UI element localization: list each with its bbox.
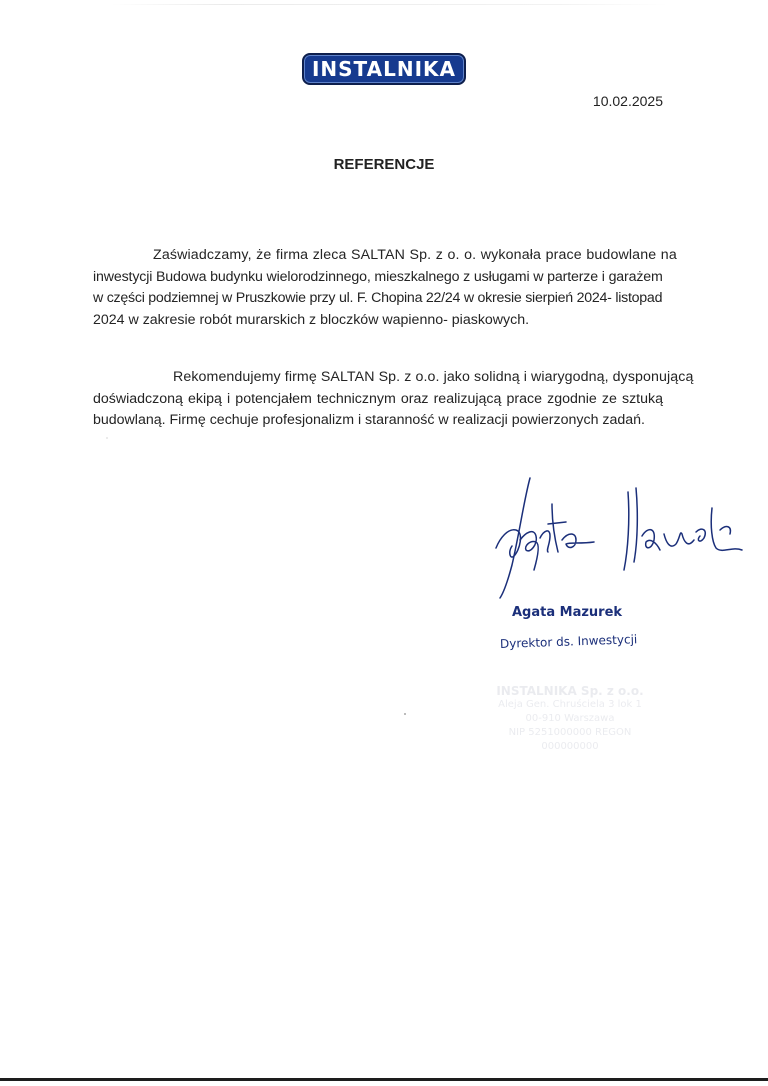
paragraph-2-line: doświadczoną ekipą i potencjałem technicznym oraz realizującą prace zgodnie ze sztuką bbox=[93, 390, 663, 407]
paragraph-2-line: budowlaną. Firmę cechuje profesjonalizm i staranność w realizacji powierzonych zadań. bbox=[93, 412, 646, 428]
paragraph-2-line: Rekomendujemy firmę SALTAN Sp. z o.o. jako solidną i wiarygodną, dysponującą bbox=[173, 369, 694, 385]
stamp-address-line: Aleja Gen. Chruściela 3 lok 1 bbox=[498, 699, 642, 710]
company-logo bbox=[302, 53, 466, 85]
reference-paragraph-2 bbox=[93, 367, 694, 432]
handwritten-signature bbox=[490, 470, 760, 610]
scan-speck bbox=[106, 437, 108, 439]
scan-edge-bottom bbox=[0, 1078, 768, 1081]
stamp-ids-line: NIP 5251000000 REGON 000000000 bbox=[508, 727, 632, 752]
paragraph-1-line: w części podziemnej w Pruszkowie przy ul. F. Chopina 22/24 w okresie sierpień 2024- listopad bbox=[93, 290, 663, 306]
reference-paragraph-1 bbox=[93, 245, 677, 331]
scan-speck bbox=[404, 713, 406, 715]
stamp-address-line: 00-910 Warszawa bbox=[525, 713, 615, 724]
paragraph-1-line: Zaświadczamy, że firma zleca SALTAN Sp. z o. o. wykonała prace budowlane na bbox=[153, 247, 677, 263]
stamp-company-name: INSTALNIKA Sp. z o.o. bbox=[496, 684, 644, 698]
scan-edge-top bbox=[110, 4, 670, 5]
paragraph-1-line: inwestycji Budowa budynku wielorodzinnego, mieszkalnego z usługami w parterze i garażem bbox=[93, 268, 663, 285]
signer-name: Agata Mazurek bbox=[512, 605, 623, 620]
signer-position: Dyrektor ds. Inwestycji bbox=[499, 632, 638, 651]
document-title: REFERENCJE bbox=[333, 156, 435, 173]
faded-company-stamp bbox=[480, 684, 660, 754]
paragraph-1-line: 2024 w zakresie robót murarskich z bloczków wapienno- piaskowych. bbox=[93, 311, 530, 328]
logo-text: INSTALNIKA bbox=[311, 57, 457, 81]
document-date: 10.02.2025 bbox=[592, 93, 663, 109]
